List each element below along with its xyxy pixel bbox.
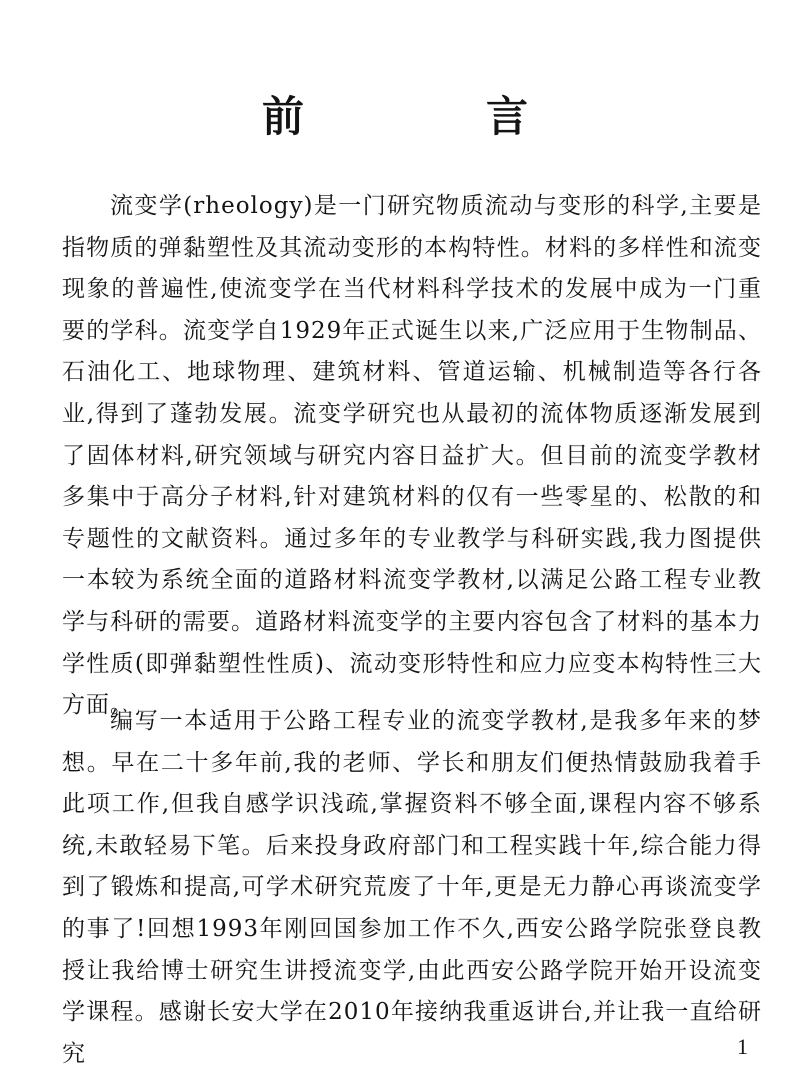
- page-number: 1: [737, 1034, 748, 1059]
- paragraph-2-block: [62, 701, 762, 1075]
- paragraph-1-block: [62, 186, 762, 727]
- paragraph: 编写一本适用于公路工程专业的流变学教材,是我多年来的梦想。早在二十多年前,我的老师、学长和朋友们便热情鼓励我着手此项工作,但我自感学识浅疏,掌握资料不够全面,课程内容不够系统,未敢轻易下笔。后来投身政府部门和工程实践十年,综合能力得到了锻炼和提高,可学术研究荒废了十年,更是无力静心再谈流变学的事了!回想1993年刚回国参加工作不久,西安公路学院张登良教授让我给博士研究生讲授流变学,由此西安公路学院开始开设流变学课程。感谢长安大学在2010年接纳我重返讲台,并让我一直给研究: [62, 708, 762, 1067]
- paragraph: 流变学(rheology)是一门研究物质流动与变形的科学,主要是指物质的弹黏塑性及其流动变形的本构特性。材料的多样性和流变现象的普遍性,使流变学在当代材料科学技术的发展中成为一门重要的学科。流变学自1929年正式诞生以来,广泛应用于生物制品、石油化工、地球物理、建筑材料、管道运输、机械制造等各行各业,得到了蓬勃发展。流变学研究也从最初的流体物质逐渐发展到了固体材料,研究领域与研究内容日益扩大。但目前的流变学教材多集中于高分子材料,针对建筑材料的仅有一些零星的、松散的和专题性的文献资料。通过多年的专业教学与科研实践,我力图提供一本较为系统全面的道路材料流变学教材,以满足公路工程专业教学与科研的需要。道路材料流变学的主要内容包含了材料的基本力学性质(即弹黏塑性性质)、流动变形特性和应力应变本构特性三大方面。: [62, 193, 762, 719]
- page-title: 前 言: [261, 92, 598, 142]
